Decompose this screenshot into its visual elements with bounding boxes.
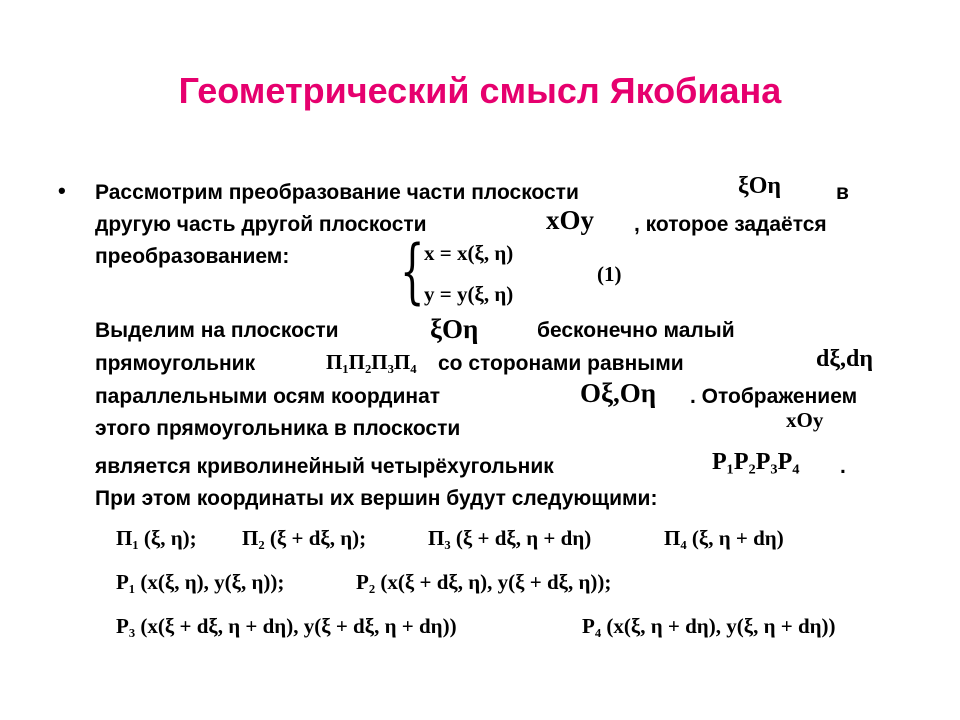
plane-xoy-formula-2: xOy xyxy=(786,408,824,432)
p2-line2b: со сторонами равными xyxy=(438,352,684,375)
vertex-p2: P₂ (x(ξ + dξ, η), y(ξ + dξ, η)); xyxy=(356,570,612,594)
p2-line5-tail: . xyxy=(840,455,846,478)
plane-xi-eta-formula: ξOη xyxy=(738,173,781,199)
plane-xi-eta-formula-2: ξOη xyxy=(430,314,479,344)
p2-line3b: . Отображением xyxy=(690,385,858,408)
system-brace: { xyxy=(400,230,425,312)
slide-title: Геометрический смысл Якобиана xyxy=(178,70,782,111)
vertex-p4: P₄ (x(ξ, η + dη), y(ξ, η + dη)) xyxy=(582,614,836,638)
axes-formula: Oξ,Oη xyxy=(580,378,657,408)
quadrilateral-name-formula: P₁P₂P₃P₄ xyxy=(712,449,800,475)
p2-line5: является криволинейный четырёхугольник xyxy=(95,455,554,478)
p2-line4: этого прямоугольника в плоскости xyxy=(95,417,461,440)
plane-xoy-formula: xOy xyxy=(546,205,595,235)
p2-line6: При этом координаты их вершин будут следующими: xyxy=(95,487,658,510)
p1-line1-tail: в xyxy=(836,181,849,204)
rectangle-name-formula: П₁П₂П₃П₄ xyxy=(326,350,417,374)
vertex-pi3: П₃ (ξ + dξ, η + dη) xyxy=(428,526,592,550)
bullet-marker: • xyxy=(58,178,66,203)
vertex-pi4: П₄ (ξ, η + dη) xyxy=(664,526,784,550)
vertex-pi1: П₁ (ξ, η); xyxy=(116,526,197,550)
p1-line2-tail: , которое задаётся xyxy=(634,213,827,236)
vertex-pi2: П₂ (ξ + dξ, η); xyxy=(242,526,367,550)
p2-line1a: Выделим на плоскости xyxy=(95,319,339,342)
p2-line2a: прямоугольник xyxy=(95,352,256,375)
vertex-p3: P₃ (x(ξ + dξ, η + dη), y(ξ + dξ, η + dη)) xyxy=(116,614,457,638)
vertex-p1: P₁ (x(ξ, η), y(ξ, η)); xyxy=(116,570,285,594)
p1-line1: Рассмотрим преобразование части плоскости xyxy=(95,181,579,204)
sides-formula: dξ,dη xyxy=(816,346,874,372)
p1-line2: другую часть другой плоскости xyxy=(95,213,427,236)
p2-line1b: бесконечно малый xyxy=(537,319,735,342)
equation-y: y = y(ξ, η) xyxy=(424,282,514,306)
equation-number: (1) xyxy=(597,262,622,286)
equation-x: x = x(ξ, η) xyxy=(424,241,514,265)
p1-line3: преобразованием: xyxy=(95,245,290,268)
p2-line3a: параллельными осям координат xyxy=(95,385,441,408)
